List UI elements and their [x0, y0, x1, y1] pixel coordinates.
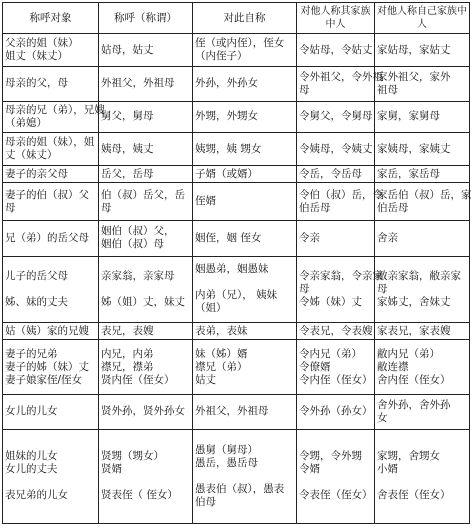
cell-line: （内侄子） [195, 50, 248, 63]
cell-line: 敝内兄（弟） [377, 347, 440, 360]
cell-line [101, 476, 190, 489]
table-row [3, 429, 470, 523]
cell-line: 母亲的兄（弟），兄嫂 [5, 103, 105, 116]
cell-line: 妻子的兄弟 [5, 347, 58, 360]
table-cell [297, 256, 383, 322]
cell-line: 女儿的儿女 [5, 405, 58, 418]
cell-line: 祖母 [377, 83, 398, 96]
cell-line: 令姨母，令姨丈 [299, 142, 373, 155]
table-row [3, 166, 470, 183]
cell-line: 舍外孙，舍外孙 [377, 398, 451, 411]
cell-line: 家姑母，家姑丈 [377, 43, 451, 56]
table-cell [99, 220, 193, 256]
table-cell [193, 322, 297, 340]
cell-line: 母 [101, 201, 112, 214]
cell-line: 母亲的父，母 [5, 77, 68, 90]
cell-line: 令姑母，令姑丈 [299, 43, 373, 56]
cell-line: 家甥，舍甥女 [377, 450, 440, 463]
cell-line: 家姨母，家姨丈 [377, 142, 451, 155]
table-cell [375, 256, 470, 322]
table-cell [99, 340, 193, 395]
header-cell: 称呼对象 [3, 3, 99, 34]
header-row [3, 3, 470, 34]
table-cell [297, 34, 375, 66]
cell-line: 令外孙（孙女） [299, 405, 373, 418]
table-cell [193, 220, 297, 256]
cell-line: （姐） [195, 302, 227, 315]
table-cell [193, 429, 297, 523]
table-cell [193, 66, 297, 101]
table-cell [3, 183, 99, 221]
cell-line: 姻伯（叔）父， [101, 225, 175, 238]
table-cell [193, 34, 297, 66]
cell-line: 舍内侄（侄女） [377, 373, 451, 386]
cell-line: 姨母，姨丈 [101, 142, 154, 155]
cell-line: 妻子的亲父母 [5, 167, 68, 180]
cell-line: 侄婿 [195, 195, 216, 208]
cell-line: 令甥，令外甥 [299, 450, 362, 463]
table-cell [297, 166, 375, 183]
header-cell: 对他人称自己家族中人 [375, 3, 470, 34]
cell-line: 令岳，令岳母 [299, 167, 362, 180]
cell-line: 敝亲家翁，敝亲家 [377, 269, 461, 282]
table-row [3, 34, 470, 66]
cell-line [101, 283, 190, 296]
cell-line: 令婿 [299, 463, 320, 476]
cell-line: 家姊丈，舍妹丈 [377, 295, 451, 308]
cell-line: 妻子娘家侄/侄女 [5, 373, 83, 386]
cell-line: 外祖父，外祖母 [195, 405, 269, 418]
table-cell [375, 322, 470, 340]
table-cell [375, 101, 470, 132]
cell-line: 愚岳，愚岳母 [195, 456, 258, 469]
cell-line: 愚表伯（叔），愚表 [195, 482, 285, 495]
table-cell [99, 256, 193, 322]
table-cell [3, 166, 99, 183]
cell-line: 姻愚弟，姻愚妹 [195, 263, 269, 276]
table-cell [375, 34, 470, 66]
cell-line: 外孙，外孙女 [195, 77, 258, 90]
cell-line: 表弟，表妹 [195, 324, 248, 337]
table-cell [297, 66, 383, 101]
cell-line: 令内侄（侄女） [299, 373, 373, 386]
cell-line: 家岳，家岳母 [377, 167, 440, 180]
cell-line: 伯岳母 [299, 201, 331, 214]
cell-line: 舍亲 [377, 231, 398, 244]
table-cell [99, 429, 193, 523]
cell-line: 家外祖父，家外 [377, 70, 451, 83]
table-cell [375, 132, 470, 166]
cell-line: 妻子的伯（叔）父 [5, 188, 89, 201]
cell-line [299, 476, 372, 489]
table-cell [3, 256, 99, 322]
table-cell [375, 183, 470, 221]
table-cell [193, 256, 297, 322]
table-cell [99, 322, 193, 340]
table-cell [297, 429, 375, 523]
cell-line: 舅父，舅母 [101, 110, 154, 123]
cell-line: 母亲的姐（妹），姐 [5, 136, 95, 149]
cell-line: 表兄，表嫂 [101, 324, 154, 337]
cell-line: 父亲的姐（妹） [5, 37, 79, 50]
cell-line: 丈（妹丈） [5, 149, 58, 162]
table-cell [297, 183, 383, 221]
header-cell: 对此自称 [193, 3, 297, 34]
table-cell [193, 183, 297, 221]
cell-line: 伯（叔）岳父，岳 [101, 188, 185, 201]
cell-line: 令亲 [299, 231, 320, 244]
cell-line: 姐丈（妹丈） [5, 50, 68, 63]
cell-line: 姐妹的儿女 [5, 450, 58, 463]
cell-line: 贤内侄（侄女） [101, 373, 175, 386]
cell-line: 令伯（叔）岳，令 [299, 188, 383, 201]
cell-line: 姊（姐）丈，妹丈 [101, 295, 185, 308]
header-cell: 称呼（称谓） [99, 3, 193, 34]
cell-line: 外祖父，外祖母 [101, 77, 175, 90]
table-row [3, 183, 470, 221]
cell-line: 家表兄，家表嫂 [377, 324, 451, 337]
cell-line: （弟媳） [5, 116, 47, 129]
table-cell [3, 322, 99, 340]
cell-line: 贤婿 [101, 463, 122, 476]
cell-line: 贤表侄（ 侄女） [101, 489, 178, 502]
cell-line: 姑母，姑丈 [101, 43, 154, 56]
table-cell [99, 166, 193, 183]
cell-line: 令表兄，令表嫂 [299, 324, 373, 337]
table-cell [99, 66, 193, 101]
cell-line: 女儿的丈夫 [5, 463, 58, 476]
cell-line: 伯岳母 [377, 201, 409, 214]
cell-line [195, 276, 294, 289]
cell-line: 母 [5, 201, 16, 214]
cell-line: 贤外孙，贤外孙女 [101, 405, 185, 418]
cell-line: 令姊（妹）丈 [299, 295, 362, 308]
cell-line [377, 476, 467, 489]
cell-line: 姊、妹的丈夫 [5, 295, 68, 308]
cell-line: 兄（弟）的岳父母 [5, 231, 89, 244]
cell-line: 令亲家翁，令亲家 [299, 269, 383, 282]
table-cell [3, 340, 99, 395]
cell-line: 舍表侄（侄女） [377, 489, 451, 502]
cell-line: 家舅，家舅母 [377, 110, 440, 123]
table-cell [193, 166, 297, 183]
cell-line: 姑（姨）家的兄嫂 [5, 324, 89, 337]
table-cell [99, 394, 193, 429]
table-cell [99, 183, 193, 221]
cell-line: 愚舅（舅母） [195, 443, 258, 456]
cell-line: 妹（姊）婿 [195, 347, 248, 360]
table-cell [375, 340, 470, 395]
cell-line: 伯母 [195, 495, 216, 508]
cell-line: 母 [377, 282, 388, 295]
kinship-table [2, 2, 470, 524]
cell-line: 儿子的岳父母 [5, 269, 68, 282]
table-cell [193, 101, 297, 132]
cell-line: 内弟（兄）， 姨妹 [195, 289, 278, 302]
table-cell [297, 394, 375, 429]
table-cell [297, 220, 375, 256]
cell-line: 襟兄（弟） [195, 360, 248, 373]
cell-line: 女 [377, 411, 388, 424]
table-cell [3, 66, 99, 101]
table-row [3, 256, 470, 322]
table-cell [375, 166, 470, 183]
cell-line: 敝连襟 [377, 360, 409, 373]
table-cell [375, 220, 470, 256]
cell-line: 贤甥（甥女） [101, 450, 164, 463]
cell-line: 令舅父，令舅母 [299, 110, 373, 123]
table-cell [193, 394, 297, 429]
cell-line: 姨甥，姨 甥女 [195, 142, 262, 155]
cell-line: 家岳伯（叔）岳，家 [377, 188, 472, 201]
cell-line: 姻伯（叔）母 [101, 238, 164, 251]
table-cell [297, 101, 375, 132]
table-row [3, 101, 470, 132]
cell-line: 令内兄（弟） [299, 347, 362, 360]
table-cell [375, 394, 470, 429]
table-cell [3, 101, 105, 132]
cell-line: 姑丈 [195, 373, 216, 386]
cell-line: 令外祖父，令外祖 [299, 70, 383, 83]
cell-line: 外甥，外甥女 [195, 110, 258, 123]
header-cell: 对他人称其家族中人 [297, 3, 375, 34]
table-row [3, 340, 470, 395]
cell-line [5, 283, 96, 296]
table-cell [3, 429, 99, 523]
cell-line: 表兄弟的儿女 [5, 489, 68, 502]
table-cell [297, 340, 375, 395]
table-row [3, 394, 470, 429]
cell-line: 襟兄，襟弟 [101, 360, 154, 373]
table-cell [99, 34, 193, 66]
table-row [3, 132, 470, 166]
table-row [3, 220, 470, 256]
cell-line: 小婿 [377, 463, 398, 476]
cell-line: 子婿（或婿） [195, 167, 258, 180]
table-cell [3, 220, 99, 256]
cell-line: 母 [299, 282, 310, 295]
cell-line: 姻侄，姻 侄女 [195, 231, 262, 244]
cell-line [195, 470, 294, 483]
cell-line: 岳父，岳母 [101, 167, 154, 180]
table-cell [99, 132, 193, 166]
table-row [3, 66, 470, 101]
table-cell [3, 34, 99, 66]
table-cell [193, 340, 297, 395]
table-cell [193, 132, 297, 166]
cell-line: 内兄，内弟 [101, 347, 154, 360]
table-cell [375, 66, 470, 101]
cell-line: 侄（或内侄），侄女 [195, 37, 285, 50]
table-cell [3, 132, 99, 166]
cell-line: 令表侄（侄女） [299, 489, 373, 502]
cell-line: 亲家翁，亲家母 [101, 269, 175, 282]
table-row [3, 322, 470, 340]
table-cell [297, 322, 375, 340]
cell-line: 妻子的姊（妹）丈 [5, 360, 89, 373]
table-cell [297, 132, 375, 166]
table-cell [375, 429, 470, 523]
table-body [3, 3, 470, 524]
table-cell [3, 394, 99, 429]
cell-line: 令僚婿 [299, 360, 331, 373]
cell-line [5, 476, 96, 489]
cell-line: 母 [299, 83, 310, 96]
table-cell [99, 101, 193, 132]
